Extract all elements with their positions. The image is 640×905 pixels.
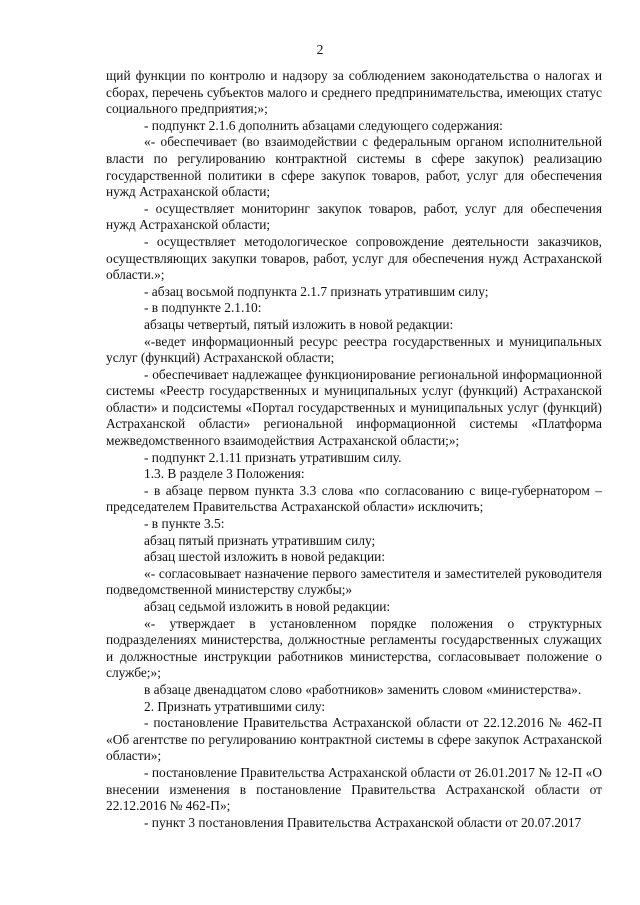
paragraph: - постановление Правительства Астраханской области от 22.12.2016 № 462-П «Об агентстве по регулированию контрактной системы в сфере закупок Астраханской области»; bbox=[106, 715, 602, 764]
paragraph: 1.3. В разделе 3 Положения: bbox=[144, 466, 305, 482]
page-number: 2 bbox=[316, 42, 324, 57]
paragraph: «- утверждает в установленном порядке положения о структурных подразделениях министерства, должностные регламенты государственных служащих и должностные инструкции работников министерства, согласовывает положение о службе;»; bbox=[106, 615, 602, 681]
document-body bbox=[106, 68, 602, 831]
paragraph: - подпункт 2.1.6 дополнить абзацами следующего содержания: bbox=[144, 117, 503, 133]
paragraph: - постановление Правительства Астраханской области от 26.01.2017 № 12-П «О внесении изменения в постановление Правительства Астраханской области от 22.12.2016 № 462-П»; bbox=[106, 764, 602, 814]
paragraph: абзац седьмой изложить в новой редакции: bbox=[144, 599, 391, 614]
paragraph: - осуществляет мониторинг закупок товаров, работ, услуг для обеспечения нужд Астраханской области; bbox=[106, 200, 602, 233]
paragraph: абзац шестой изложить в новой редакции: bbox=[144, 549, 386, 565]
paragraph: «- обеспечивает (во взаимодействии с федеральным органом исполнительной власти по регулированию контрактной системы в сфере закупок) реализацию государственной политики в сфере закупок товаров, работ, услуг для обеспечения нужд Астраханской области; bbox=[106, 134, 602, 200]
paragraph: - абзац восьмой подпункта 2.1.7 признать утратившим силу; bbox=[144, 283, 489, 299]
paragraph: - в подпункте 2.1.10: bbox=[144, 300, 262, 316]
paragraph: - пункт 3 постановления Правительства Астраханской области от 20.07.2017 bbox=[144, 814, 582, 830]
paragraph: - в абзаце первом пункта 3.3 слова «по согласованию с вице-губернатором – председателем Правительства Астраханской области» исключить; bbox=[106, 482, 602, 515]
paragraph: абзацы четвертый, пятый изложить в новой редакции: bbox=[144, 316, 454, 332]
paragraph: «- согласовывает назначение первого заместителя и заместителей руководителя подведомственной министерству службы;» bbox=[106, 565, 602, 598]
paragraph: - в пункте 3.5: bbox=[144, 516, 225, 532]
paragraph: в абзаце двенадцатом слово «работников» заменить словом «министерства». bbox=[144, 681, 582, 697]
paragraph: - осуществляет методологическое сопровождение деятельности заказчиков, осуществляющих закупки товаров, работ, услуг для обеспечения нужд Астраханской области.»; bbox=[106, 233, 602, 283]
paragraph: абзац пятый признать утратившим силу; bbox=[144, 532, 376, 548]
paragraph: «-ведет информационный ресурс реестра государственных и муниципальных услуг (функций) Астраханской области; bbox=[106, 333, 602, 366]
paragraph: - подпункт 2.1.11 признать утратившим силу. bbox=[144, 449, 402, 465]
paragraph: щий функции по контролю и надзору за соблюдением законодательства о налогах и сборах, перечень субъектов малого и среднего предпринимательства, имеющих статус социального предприятия;»; bbox=[106, 68, 602, 117]
paragraph: - обеспечивает надлежащее функционирование региональной информационной системы «Реестр государственных и муниципальных услуг (функций) Астраханской области» и подсистемы «Портал государственных и муниципальных услуг (функций) Астраханской области» региональной информационной системы «Платформа межведомственного взаимодействия Астраханской области;»; bbox=[106, 366, 602, 449]
paragraph: 2. Признать утратившими силу: bbox=[144, 698, 326, 714]
